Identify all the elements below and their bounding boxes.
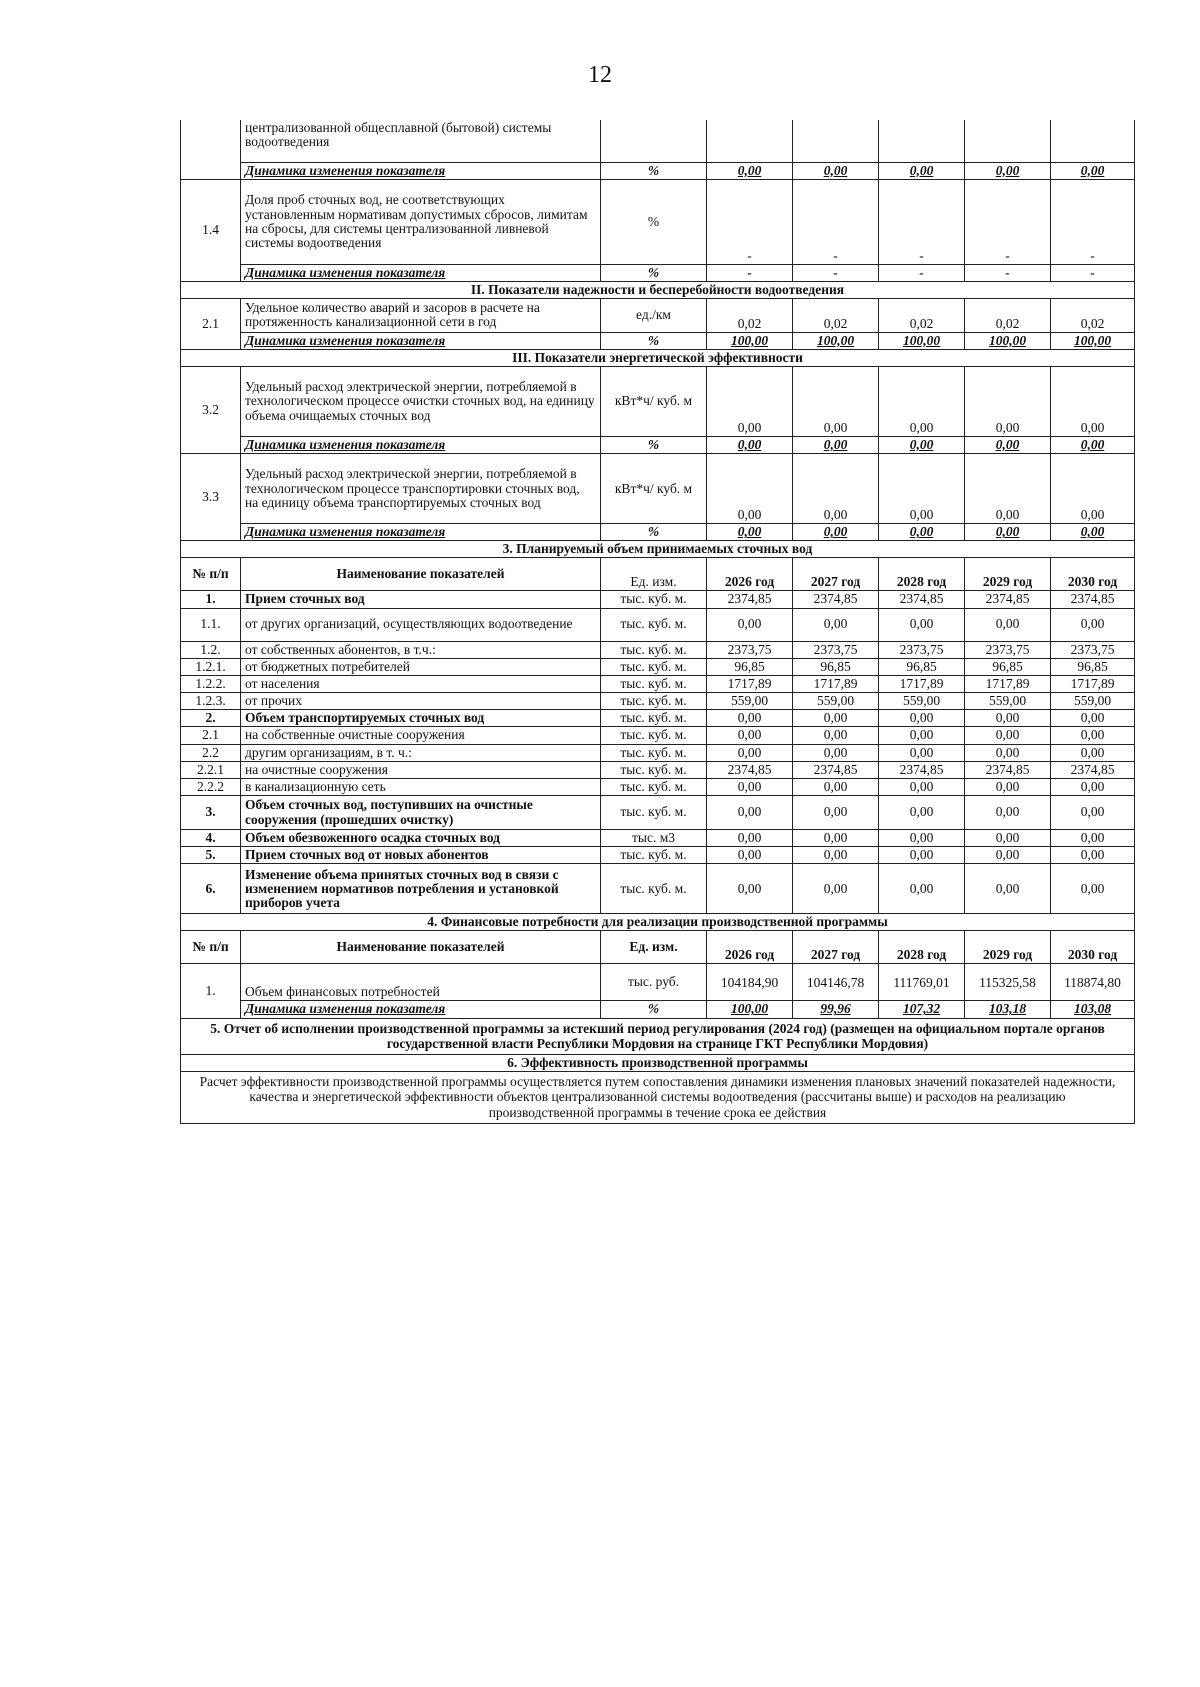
value-cell: 0,00 bbox=[965, 367, 1051, 437]
value-cell: - bbox=[965, 179, 1051, 264]
value-cell: 0,02 bbox=[707, 298, 793, 332]
dynamics-value: 100,00 bbox=[707, 332, 793, 349]
dynamics-label: Динамика изменения показателя bbox=[241, 524, 601, 541]
indicator-name: Прием сточных вод bbox=[241, 591, 601, 608]
unit-cell: тыс. куб. м. bbox=[601, 778, 707, 795]
value-cell: 0,02 bbox=[1051, 298, 1135, 332]
header-year: 2028 год bbox=[879, 558, 965, 591]
value-cell: 0,00 bbox=[793, 864, 879, 914]
dynamics-value: 100,00 bbox=[965, 332, 1051, 349]
dynamics-value: 100,00 bbox=[879, 332, 965, 349]
efficiency-text: Расчет эффективности производственной программы осуществляется путем сопоставления динамики изменения плановых значений показателей надежности, качества и энергетической эффективности объектов централизованной системы водоотведения (рассчитаны выше) и расходов на реализацию производственной программы в течение срока ее действия bbox=[181, 1071, 1135, 1123]
value-cell: 2374,85 bbox=[793, 761, 879, 778]
unit-cell: тыс. руб. bbox=[601, 964, 707, 1001]
row-number: 1.2.3. bbox=[181, 693, 241, 710]
value-cell: 0,00 bbox=[1051, 778, 1135, 795]
value-cell: 0,00 bbox=[707, 744, 793, 761]
value-cell: 0,00 bbox=[1051, 744, 1135, 761]
dynamics-value: 0,00 bbox=[793, 437, 879, 454]
value-cell: 2374,85 bbox=[1051, 591, 1135, 608]
section-title: II. Показатели надежности и бесперебойности водоотведения bbox=[181, 281, 1135, 298]
row-number: 2.1 bbox=[181, 727, 241, 744]
indicator-name: Изменение объема принятых сточных вод в связи с изменением нормативов потребления и установкой приборов учета bbox=[241, 864, 601, 914]
dynamics-value: 100,00 bbox=[793, 332, 879, 349]
indicator-name: другим организациям, в т. ч.: bbox=[241, 744, 601, 761]
value-cell: 0,00 bbox=[1051, 830, 1135, 847]
value-cell: 0,00 bbox=[965, 727, 1051, 744]
value-cell: 0,00 bbox=[879, 367, 965, 437]
indicator-name: Объем финансовых потребностей bbox=[241, 964, 601, 1001]
value-cell: - bbox=[793, 179, 879, 264]
value-cell: 2373,75 bbox=[1051, 641, 1135, 658]
value-cell: 0,00 bbox=[1051, 608, 1135, 641]
value-cell: 0,00 bbox=[879, 847, 965, 864]
dynamics-label: Динамика изменения показателя bbox=[241, 437, 601, 454]
value-cell: 0,00 bbox=[965, 796, 1051, 830]
value-cell: 96,85 bbox=[1051, 658, 1135, 675]
header-year: 2027 год bbox=[793, 558, 879, 591]
value-cell: 104146,78 bbox=[793, 964, 879, 1001]
value-cell: 2374,85 bbox=[879, 591, 965, 608]
dynamics-value: 0,00 bbox=[879, 437, 965, 454]
row-number: 1.2. bbox=[181, 641, 241, 658]
value-cell: 0,00 bbox=[707, 608, 793, 641]
header-year: 2029 год bbox=[965, 931, 1051, 964]
value-cell: 2374,85 bbox=[1051, 761, 1135, 778]
table-cell bbox=[1051, 120, 1135, 162]
value-cell: 0,00 bbox=[879, 796, 965, 830]
row-number: 1. bbox=[181, 591, 241, 608]
value-cell: 0,02 bbox=[879, 298, 965, 332]
indicator-name: на собственные очистные сооружения bbox=[241, 727, 601, 744]
value-cell: 0,00 bbox=[965, 744, 1051, 761]
dynamics-value: 103,08 bbox=[1051, 1001, 1135, 1018]
dynamics-value: 0,00 bbox=[1051, 162, 1135, 179]
value-cell: 0,00 bbox=[1051, 847, 1135, 864]
value-cell: 2373,75 bbox=[879, 641, 965, 658]
row-number: 2.1 bbox=[181, 298, 241, 349]
table-cell bbox=[601, 120, 707, 162]
unit-cell: тыс. куб. м. bbox=[601, 744, 707, 761]
indicator-name: от бюджетных потребителей bbox=[241, 658, 601, 675]
indicator-name: от прочих bbox=[241, 693, 601, 710]
value-cell: 2374,85 bbox=[707, 761, 793, 778]
dynamics-value: - bbox=[965, 264, 1051, 281]
unit-cell: тыс. куб. м. bbox=[601, 591, 707, 608]
row-number: 4. bbox=[181, 830, 241, 847]
unit-cell: % bbox=[601, 437, 707, 454]
value-cell: 0,00 bbox=[793, 454, 879, 524]
value-cell: 0,00 bbox=[965, 847, 1051, 864]
row-number: 1. bbox=[181, 964, 241, 1018]
header-year: 2029 год bbox=[965, 558, 1051, 591]
indicator-name: Удельный расход электрической энергии, потребляемой в технологическом процессе очистки сточных вод, на единицу объема очищаемых сточных вод bbox=[241, 367, 601, 437]
value-cell: 96,85 bbox=[965, 658, 1051, 675]
value-cell: 96,85 bbox=[707, 658, 793, 675]
dynamics-value: 103,18 bbox=[965, 1001, 1051, 1018]
value-cell: 0,00 bbox=[879, 864, 965, 914]
dynamics-value: 0,00 bbox=[707, 437, 793, 454]
dynamics-value: 0,00 bbox=[707, 524, 793, 541]
value-cell: 0,00 bbox=[793, 830, 879, 847]
row-number: 1.4 bbox=[181, 179, 241, 281]
unit-cell: тыс. куб. м. bbox=[601, 675, 707, 692]
unit-cell: тыс. куб. м. bbox=[601, 710, 707, 727]
value-cell: 2374,85 bbox=[707, 591, 793, 608]
value-cell: 0,00 bbox=[793, 608, 879, 641]
dynamics-value: 0,00 bbox=[879, 162, 965, 179]
dynamics-label: Динамика изменения показателя bbox=[241, 1001, 601, 1018]
dynamics-value: 0,00 bbox=[793, 162, 879, 179]
value-cell: 2373,75 bbox=[793, 641, 879, 658]
value-cell: 0,00 bbox=[1051, 367, 1135, 437]
row-number: 3.3 bbox=[181, 454, 241, 541]
indicator-name: на очистные сооружения bbox=[241, 761, 601, 778]
value-cell: 0,00 bbox=[879, 778, 965, 795]
value-cell: 0,00 bbox=[879, 830, 965, 847]
value-cell: 104184,90 bbox=[707, 964, 793, 1001]
value-cell: 0,00 bbox=[793, 744, 879, 761]
header-year: 2027 год bbox=[793, 931, 879, 964]
value-cell: 0,00 bbox=[793, 710, 879, 727]
dynamics-value: 0,00 bbox=[1051, 524, 1135, 541]
value-cell: 559,00 bbox=[879, 693, 965, 710]
section-title: III. Показатели энергетической эффективности bbox=[181, 350, 1135, 367]
row-number: 2.2.1 bbox=[181, 761, 241, 778]
value-cell: 1717,89 bbox=[879, 675, 965, 692]
value-cell: 0,00 bbox=[707, 367, 793, 437]
header-num: № п/п bbox=[181, 558, 241, 591]
value-cell: 0,02 bbox=[793, 298, 879, 332]
value-cell: 0,00 bbox=[707, 454, 793, 524]
table-cell bbox=[793, 120, 879, 162]
dynamics-value: 0,00 bbox=[879, 524, 965, 541]
dynamics-value: 100,00 bbox=[1051, 332, 1135, 349]
section-title: 6. Эффективность производственной программы bbox=[181, 1054, 1135, 1071]
indicator-name: Объем сточных вод, поступивших на очистные сооружения (прошедших очистку) bbox=[241, 796, 601, 830]
unit-cell: тыс. куб. м. bbox=[601, 761, 707, 778]
dynamics-value: 99,96 bbox=[793, 1001, 879, 1018]
dynamics-value: - bbox=[793, 264, 879, 281]
row-number: 5. bbox=[181, 847, 241, 864]
value-cell: - bbox=[1051, 179, 1135, 264]
header-unit: Ед. изм. bbox=[601, 558, 707, 591]
page-number: 12 bbox=[588, 62, 612, 88]
indicator-name: от других организаций, осуществляющих водоотведение bbox=[241, 608, 601, 641]
dynamics-value: - bbox=[879, 264, 965, 281]
unit-cell: % bbox=[601, 162, 707, 179]
header-num: № п/п bbox=[181, 931, 241, 964]
value-cell: 0,00 bbox=[793, 847, 879, 864]
value-cell: 2373,75 bbox=[965, 641, 1051, 658]
dynamics-label: Динамика изменения показателя bbox=[241, 264, 601, 281]
value-cell: 0,00 bbox=[1051, 727, 1135, 744]
unit-cell: % bbox=[601, 1001, 707, 1018]
unit-cell: тыс. куб. м. bbox=[601, 693, 707, 710]
value-cell: 559,00 bbox=[707, 693, 793, 710]
value-cell: 1717,89 bbox=[707, 675, 793, 692]
indicator-name: в канализационную сеть bbox=[241, 778, 601, 795]
value-cell: 0,00 bbox=[793, 796, 879, 830]
value-cell: 0,00 bbox=[707, 864, 793, 914]
value-cell: 2374,85 bbox=[965, 591, 1051, 608]
dynamics-value: 0,00 bbox=[965, 524, 1051, 541]
header-name: Наименование показателей bbox=[241, 931, 601, 964]
header-name: Наименование показателей bbox=[241, 558, 601, 591]
indicator-name: Объем обезвоженного осадка сточных вод bbox=[241, 830, 601, 847]
value-cell: 0,00 bbox=[707, 796, 793, 830]
value-cell: 1717,89 bbox=[965, 675, 1051, 692]
dynamics-label: Динамика изменения показателя bbox=[241, 332, 601, 349]
row-number: 1.2.2. bbox=[181, 675, 241, 692]
unit-cell: тыс. куб. м. bbox=[601, 847, 707, 864]
header-year: 2028 год bbox=[879, 931, 965, 964]
indicator-name: Доля проб сточных вод, не соответствующих установленным нормативам допустимых сбросов, лимитам на сбросы, для системы централизованной ливневой системы водоотведения bbox=[241, 179, 601, 264]
unit-cell: кВт*ч/ куб. м bbox=[601, 454, 707, 524]
unit-cell: тыс. куб. м. bbox=[601, 658, 707, 675]
unit-cell: тыс. куб. м. bbox=[601, 796, 707, 830]
value-cell: - bbox=[879, 179, 965, 264]
indicator-name: Удельный расход электрической энергии, потребляемой в технологическом процессе транспортировки сточных вод, на единицу объема транспортируемых сточных вод bbox=[241, 454, 601, 524]
value-cell: 2374,85 bbox=[793, 591, 879, 608]
value-cell: 0,00 bbox=[965, 710, 1051, 727]
value-cell: 0,00 bbox=[879, 710, 965, 727]
value-cell: 0,00 bbox=[707, 830, 793, 847]
row-number: 1.1. bbox=[181, 608, 241, 641]
dynamics-value: 100,00 bbox=[707, 1001, 793, 1018]
unit-cell: тыс. куб. м. bbox=[601, 727, 707, 744]
unit-cell: тыс. куб. м. bbox=[601, 608, 707, 641]
value-cell: 0,00 bbox=[1051, 454, 1135, 524]
value-cell: 0,00 bbox=[793, 778, 879, 795]
value-cell: 0,02 bbox=[965, 298, 1051, 332]
unit-cell: ед./км bbox=[601, 298, 707, 332]
unit-cell: % bbox=[601, 179, 707, 264]
header-year: 2030 год bbox=[1051, 558, 1135, 591]
indicator-name: Прием сточных вод от новых абонентов bbox=[241, 847, 601, 864]
value-cell: 559,00 bbox=[793, 693, 879, 710]
value-cell: 2373,75 bbox=[707, 641, 793, 658]
program-table bbox=[180, 120, 1135, 1124]
dynamics-value: 0,00 bbox=[793, 524, 879, 541]
dynamics-value: 107,32 bbox=[879, 1001, 965, 1018]
dynamics-value: - bbox=[707, 264, 793, 281]
header-year: 2026 год bbox=[707, 931, 793, 964]
value-cell: 0,00 bbox=[793, 727, 879, 744]
section-title: 3. Планируемый объем принимаемых сточных вод bbox=[181, 541, 1135, 558]
value-cell: 559,00 bbox=[1051, 693, 1135, 710]
unit-cell: % bbox=[601, 264, 707, 281]
unit-cell: тыс. куб. м. bbox=[601, 864, 707, 914]
dynamics-value: - bbox=[1051, 264, 1135, 281]
value-cell: 559,00 bbox=[965, 693, 1051, 710]
dynamics-value: 0,00 bbox=[1051, 437, 1135, 454]
value-cell: - bbox=[707, 179, 793, 264]
section-title: 4. Финансовые потребности для реализации производственной программы bbox=[181, 914, 1135, 931]
value-cell: 0,00 bbox=[965, 608, 1051, 641]
value-cell: 0,00 bbox=[707, 847, 793, 864]
section-5-report: 5. Отчет об исполнении производственной программы за истекший период регулирования (2024 год) (размещен на официальном портале органов государственной власти Республики Мордовия на странице ГКТ Республики Мордовия) bbox=[181, 1018, 1135, 1054]
unit-cell: тыс. куб. м. bbox=[601, 641, 707, 658]
value-cell: 0,00 bbox=[793, 367, 879, 437]
row-number: 6. bbox=[181, 864, 241, 914]
row-number-cell bbox=[181, 120, 241, 179]
table-cell bbox=[707, 120, 793, 162]
value-cell: 0,00 bbox=[1051, 796, 1135, 830]
dynamics-value: 0,00 bbox=[707, 162, 793, 179]
value-cell: 0,00 bbox=[965, 778, 1051, 795]
header-unit: Ед. изм. bbox=[601, 931, 707, 964]
value-cell: 115325,58 bbox=[965, 964, 1051, 1001]
unit-cell: % bbox=[601, 524, 707, 541]
indicator-name: от населения bbox=[241, 675, 601, 692]
value-cell: 0,00 bbox=[707, 727, 793, 744]
row-number: 2.2 bbox=[181, 744, 241, 761]
value-cell: 0,00 bbox=[1051, 710, 1135, 727]
row-number: 2.2.2 bbox=[181, 778, 241, 795]
row-number: 2. bbox=[181, 710, 241, 727]
value-cell: 0,00 bbox=[879, 744, 965, 761]
value-cell: 0,00 bbox=[879, 454, 965, 524]
value-cell: 96,85 bbox=[879, 658, 965, 675]
unit-cell: тыс. м3 bbox=[601, 830, 707, 847]
value-cell: 0,00 bbox=[879, 608, 965, 641]
table-cell bbox=[965, 120, 1051, 162]
value-cell: 96,85 bbox=[793, 658, 879, 675]
value-cell: 0,00 bbox=[965, 454, 1051, 524]
dynamics-value: 0,00 bbox=[965, 437, 1051, 454]
value-cell: 1717,89 bbox=[793, 675, 879, 692]
value-cell: 0,00 bbox=[965, 830, 1051, 847]
value-cell: 2374,85 bbox=[879, 761, 965, 778]
value-cell: 0,00 bbox=[707, 710, 793, 727]
row-number: 3.2 bbox=[181, 367, 241, 454]
value-cell: 111769,01 bbox=[879, 964, 965, 1001]
indicator-name: от собственных абонентов, в т.ч.: bbox=[241, 641, 601, 658]
indicator-name: Удельное количество аварий и засоров в расчете на протяженность канализационной сети в год bbox=[241, 298, 601, 332]
dynamics-label: Динамика изменения показателя bbox=[241, 162, 601, 179]
value-cell: 118874,80 bbox=[1051, 964, 1135, 1001]
value-cell: 0,00 bbox=[1051, 864, 1135, 914]
table-cell bbox=[879, 120, 965, 162]
unit-cell: кВт*ч/ куб. м bbox=[601, 367, 707, 437]
indicator-name: Объем транспортируемых сточных вод bbox=[241, 710, 601, 727]
value-cell: 0,00 bbox=[879, 727, 965, 744]
row-number: 1.2.1. bbox=[181, 658, 241, 675]
unit-cell: % bbox=[601, 332, 707, 349]
indicator-name: централизованной общесплавной (бытовой) системы водоотведения bbox=[241, 120, 601, 162]
value-cell: 0,00 bbox=[965, 864, 1051, 914]
header-year: 2026 год bbox=[707, 558, 793, 591]
dynamics-value: 0,00 bbox=[965, 162, 1051, 179]
row-number: 3. bbox=[181, 796, 241, 830]
header-year: 2030 год bbox=[1051, 931, 1135, 964]
value-cell: 0,00 bbox=[707, 778, 793, 795]
value-cell: 2374,85 bbox=[965, 761, 1051, 778]
value-cell: 1717,89 bbox=[1051, 675, 1135, 692]
